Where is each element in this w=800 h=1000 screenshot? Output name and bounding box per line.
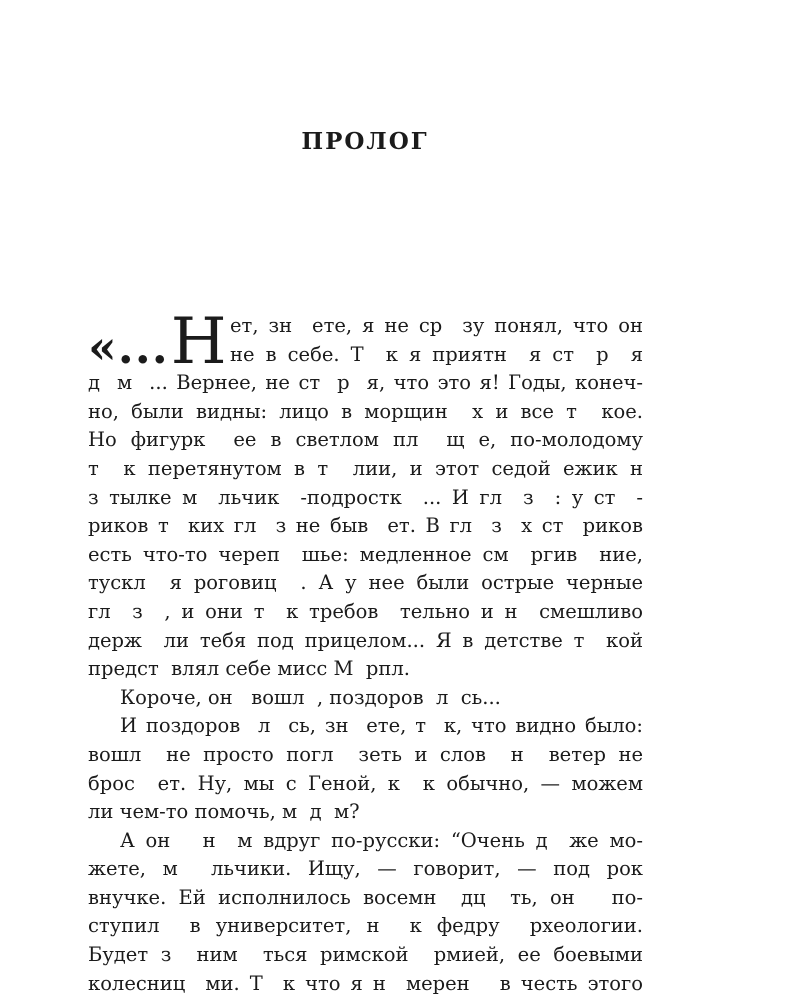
text-line: з тылке м льчик -подростк ... И гл з : у ст - [88, 485, 643, 509]
text-line: ет, зн ете, я не ср зу понял, что он [230, 314, 643, 337]
text-line: жете, м льчики. Ищу, — говорит, — под рок [88, 857, 643, 881]
body-text [88, 305, 643, 998]
drop-cap [88, 305, 227, 379]
text-line: внучке. Ей исполнилось восемн дц ть, он по- [88, 885, 643, 909]
text-line: предст влял себе мисс М рпл. [88, 657, 410, 681]
text-line: брос ет. Ну, мы с Геной, к к обычно, — можем [88, 771, 643, 795]
paragraph-4 [88, 827, 643, 999]
text-line: Но фигурк ее в светлом пл щ е, по-молодому [88, 428, 643, 452]
paragraph-3 [88, 712, 643, 826]
paragraph-1 [88, 305, 643, 684]
drop-cap-prefix: «... [88, 320, 169, 374]
text-line: тускл я роговиц . А у нее были острые черные [88, 571, 643, 595]
paragraph-2 [88, 684, 643, 713]
text-line: д м ... Вернее, не ст р я, что это я! Годы, конеч- [88, 371, 643, 395]
text-line: колесниц ми. Т к что я н мерен в честь этого [88, 971, 643, 995]
text-line: держ ли тебя под прицелом... Я в детстве т кой [88, 628, 643, 652]
text-line: т к перетянутом в т лии, и этот седой ежик н [88, 456, 643, 480]
text-line: ли чем-то помочь, м д м? [88, 800, 360, 824]
text-line: Будет з ним ться римской рмией, ее боевыми [88, 943, 643, 967]
chapter-title: ПРОЛОГ [301, 128, 429, 155]
text-line: вошл не просто погл зеть и слов н ветер не [88, 742, 643, 766]
drop-cap-letter: Н [170, 305, 227, 379]
text-line: не в себе. Т к я приятн я ст р я [230, 342, 643, 366]
text-line: Короче, он вошл , поздоров л сь... [120, 685, 501, 709]
text-line: И поздоров л сь, зн ете, т к, что видно было: [120, 714, 643, 738]
text-line: риков т ких гл з не быв ет. В гл з х ст риков [88, 514, 643, 538]
text-line: гл з , и они т к требов тельно и н смешливо [88, 599, 643, 623]
text-line: есть что-то череп шье: медленное см ргив ние, [88, 542, 643, 566]
text-line: А он н м вдруг по-русски: “Очень д же мо- [120, 828, 643, 852]
text-line: ступил в университет, н к федру рхеологии. [88, 914, 643, 938]
text-line: но, были видны: лицо в морщин х и все т кое. [88, 399, 643, 423]
